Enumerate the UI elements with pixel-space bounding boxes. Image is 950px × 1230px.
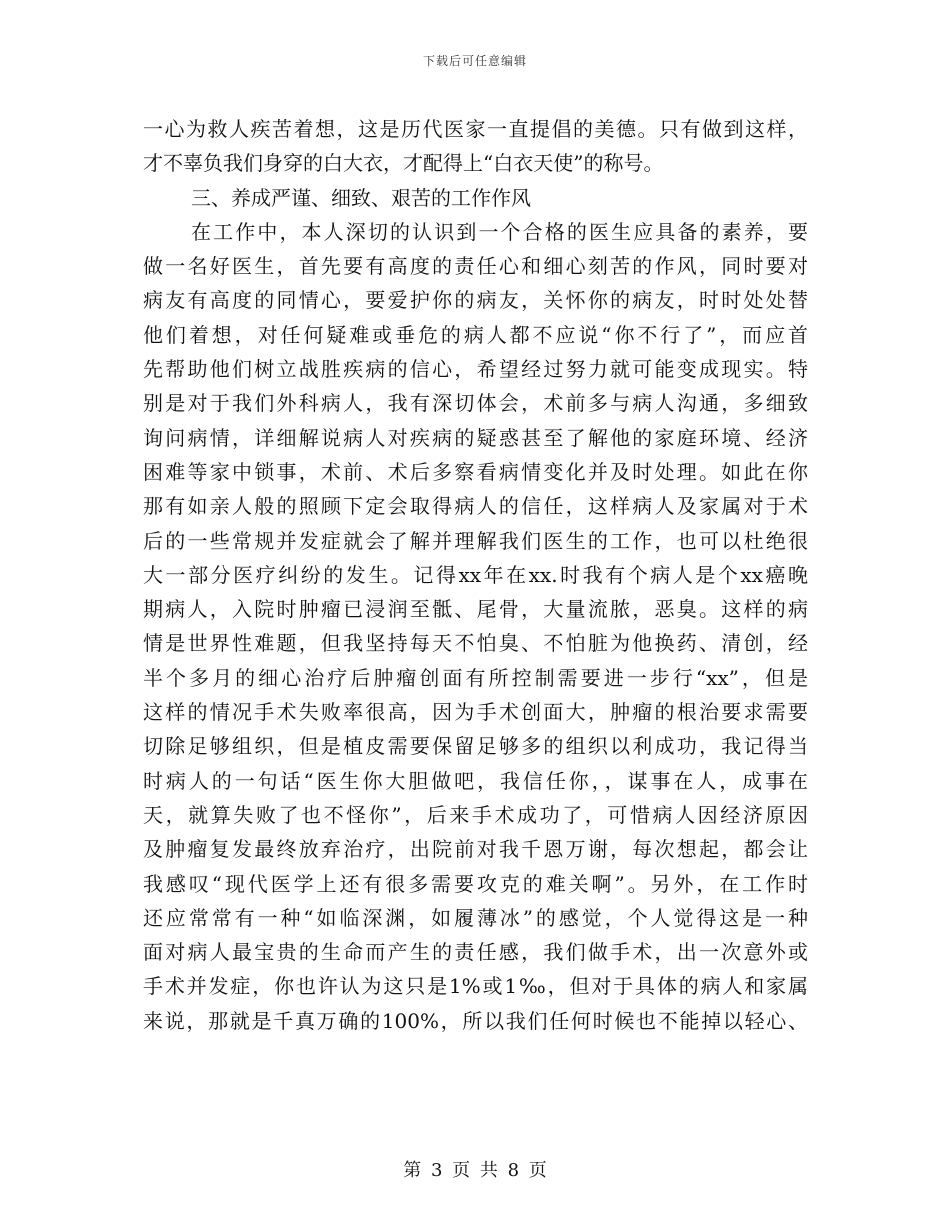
body-line: 我感叹“现代医学上还有很多需要攻克的难关啊”。另外，在工作时 xyxy=(143,871,808,896)
body-line: 来说，那就是千真万确的100%，所以我们任何时候也不能掉以轻心、 xyxy=(143,1008,808,1033)
body-line: 做一名好医生，首先要有高度的责任心和细心刻苦的作风，同时要对 xyxy=(143,254,808,279)
body-line: 天，就算失败了也不怪你”，后来手术成功了，可惜病人因经济原因 xyxy=(143,802,808,827)
body-line: 困难等家中锁事，术前、术后多察看病情变化并及时处理。如此在你 xyxy=(143,459,808,484)
body-line: 大一部分医疗纠纷的发生。记得xx年在xx.时我有个病人是个xx癌晚 xyxy=(143,562,808,587)
body-line: 期病人，入院时肿瘤已浸润至骶、尾骨，大量流脓，恶臭。这样的病 xyxy=(143,597,808,622)
body-line: 及肿瘤复发最终放弃治疗，出院前对我千恩万谢，每次想起，都会让 xyxy=(143,837,808,862)
body-line: 半个多月的细心治疗后肿瘤创面有所控制需要进一步行“xx”，但是 xyxy=(143,665,808,690)
body-line: 病友有高度的同情心，要爱护你的病友，关怀你的病友，时时处处替 xyxy=(143,288,808,313)
body-line: 时病人的一句话“医生你大胆做吧，我信任你，，谋事在人，成事在 xyxy=(143,768,808,793)
body-line: 这样的情况手术失败率很高，因为手术创面大，肿瘤的根治要求需要 xyxy=(143,700,808,725)
body-line: 那有如亲人般的照顾下定会取得病人的信任，这样病人及家属对于术 xyxy=(143,494,808,519)
body-line: 他们着想，对任何疑难或垂危的病人都不应说“你不行了”，而应首 xyxy=(143,322,808,347)
body-line: 切除足够组织，但是植皮需要保留足够多的组织以利成功，我记得当 xyxy=(143,734,808,759)
document-body xyxy=(143,112,808,1038)
body-line: 手术并发症，你也许认为这只是1%或1‰，但对于具体的病人和家属 xyxy=(143,974,808,999)
body-line: 别是对于我们外科病人，我有深切体会，术前多与病人沟通，多细致 xyxy=(143,391,808,416)
body-line: 在工作中，本人深切的认识到一个合格的医生应具备的素养，要 xyxy=(191,219,808,244)
body-line: 还应常常有一种“如临深渊，如履薄冰”的感觉，个人觉得这是一种 xyxy=(143,905,808,930)
body-line: 先帮助他们树立战胜疾病的信心，希望经过努力就可能变成现实。特 xyxy=(143,357,808,382)
body-line: 询问病情，详细解说病人对疾病的疑惑甚至了解他的家庭环境、经济 xyxy=(143,425,808,450)
body-line: 面对病人最宝贵的生命而产生的责任感，我们做手术，出一次意外或 xyxy=(143,940,808,965)
page-number: 第 3 页 共 8 页 xyxy=(403,1160,547,1181)
body-line: 后的一些常规并发症就会了解并理解我们医生的工作，也可以杜绝很 xyxy=(143,528,808,553)
body-line: 才不辜负我们身穿的白大衣，才配得上“白衣天使”的称号。 xyxy=(143,151,664,176)
body-line: 一心为救人疾苦着想，这是历代医家一直提倡的美德。只有做到这样， xyxy=(143,117,808,141)
page-header-note: 下载后可任意编辑 xyxy=(422,54,527,68)
body-line: 情是世界性难题，但我坚持每天不怕臭、不怕脏为他换药、清创，经 xyxy=(143,631,808,656)
section-heading: 三、养成严谨、细致、艰苦的工作作风 xyxy=(191,185,531,210)
